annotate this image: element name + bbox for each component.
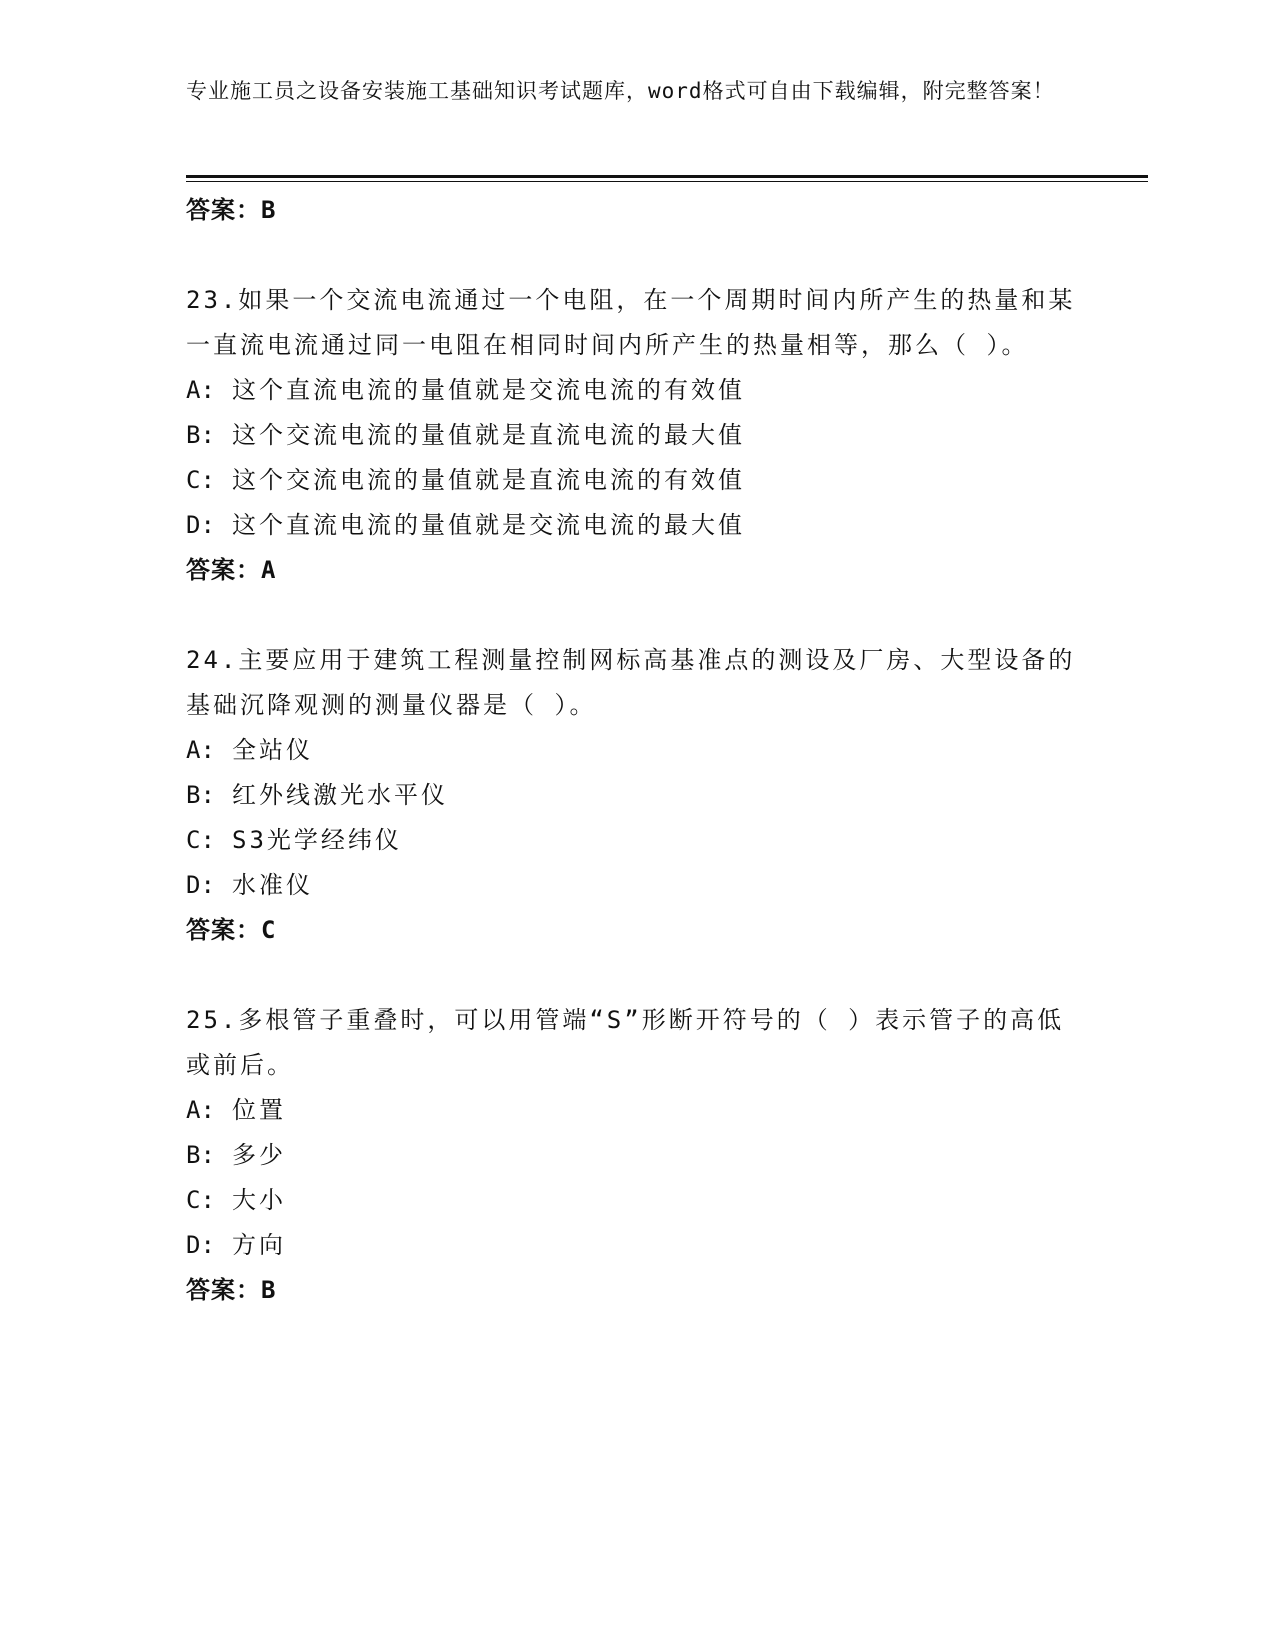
question-23-option-a	[186, 368, 1086, 413]
question-list	[186, 188, 1086, 1313]
question-24-text: 24.主要应用于建筑工程测量控制网标高基准点的测设及厂房、大型设备的基础沉降观测的测量仪器是（ ）。	[186, 646, 1076, 719]
question-23-option-d	[186, 503, 1086, 548]
document-header: 专业施工员之设备安装施工基础知识考试题库，word格式可自由下载编辑，附完整答案！	[186, 79, 1055, 103]
option-text: 全站仪	[232, 736, 313, 764]
option-text: 方向	[232, 1231, 286, 1259]
option-text: 这个直流电流的量值就是交流电流的最大值	[232, 511, 745, 539]
option-text: 大小	[232, 1186, 286, 1214]
question-24-option-d	[186, 863, 1086, 908]
question-25-answer: 答案：B	[186, 1276, 277, 1304]
option-text: 位置	[232, 1096, 286, 1124]
question-25-text: 25.多根管子重叠时，可以用管端“S”形断开符号的（ ）表示管子的高低或前后。	[186, 1006, 1065, 1079]
option-text: 这个交流电流的量值就是直流电流的有效值	[232, 466, 745, 494]
option-letter: C:	[186, 466, 215, 494]
option-letter: B:	[186, 781, 215, 809]
question-23-text: 23.如果一个交流电流通过一个电阻，在一个周期时间内所产生的热量和某一直流电流通过同一电阻在相同时间内所产生的热量相等，那么（ ）。	[186, 286, 1076, 359]
question-23-option-b	[186, 413, 1086, 458]
option-text: S3光学经纬仪	[232, 826, 402, 854]
option-letter: B:	[186, 421, 215, 449]
header-rule-thin	[186, 181, 1148, 182]
option-letter: D:	[186, 1231, 215, 1259]
question-23-answer: 答案：A	[186, 556, 277, 584]
question-24-answer: 答案：C	[186, 916, 277, 944]
option-letter: C:	[186, 826, 215, 854]
option-text: 红外线激光水平仪	[232, 781, 448, 809]
option-letter: A:	[186, 1096, 215, 1124]
question-25-option-c	[186, 1178, 1086, 1223]
question-25-option-b	[186, 1133, 1086, 1178]
answer-previous: 答案：B	[186, 196, 277, 224]
option-letter: A:	[186, 736, 215, 764]
header-rule-thick	[186, 175, 1148, 178]
question-24-option-c	[186, 818, 1086, 863]
question-24-option-b	[186, 773, 1086, 818]
option-text: 这个交流电流的量值就是直流电流的最大值	[232, 421, 745, 449]
option-letter: D:	[186, 511, 215, 539]
option-letter: B:	[186, 1141, 215, 1169]
option-text: 水准仪	[232, 871, 313, 899]
option-text: 这个直流电流的量值就是交流电流的有效值	[232, 376, 745, 404]
question-23-option-c	[186, 458, 1086, 503]
option-letter: C:	[186, 1186, 215, 1214]
question-24-option-a	[186, 728, 1086, 773]
question-25-option-a	[186, 1088, 1086, 1133]
option-letter: D:	[186, 871, 215, 899]
question-25-option-d	[186, 1223, 1086, 1268]
option-text: 多少	[232, 1141, 286, 1169]
option-letter: A:	[186, 376, 215, 404]
